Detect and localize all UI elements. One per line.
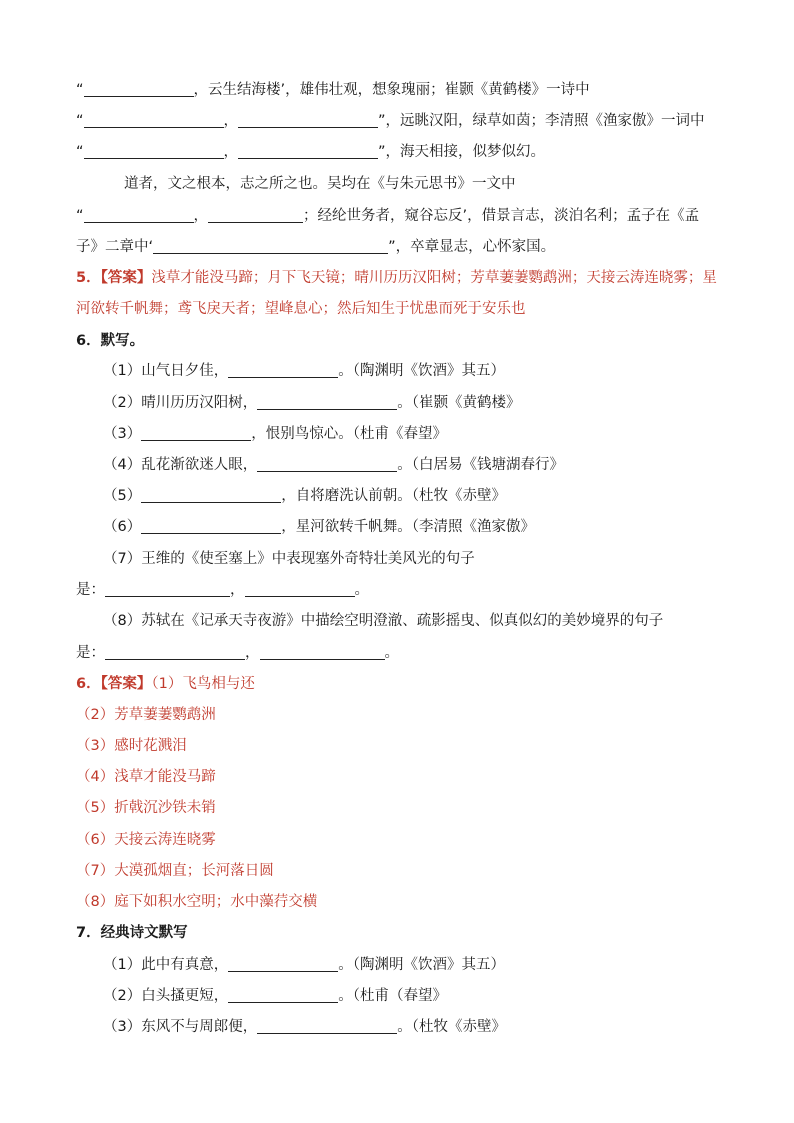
text: （2）白头搔更短，: [103, 988, 229, 1004]
text: 。（杜甫（春望》: [338, 988, 447, 1004]
q6-answer-line-3: [76, 734, 724, 758]
text: ”，卒章显志，心怀家国。: [388, 239, 556, 255]
answer-label: 【答案】: [100, 270, 152, 286]
q6-answer-line-6: [76, 828, 724, 852]
q6-item-4: [103, 453, 724, 477]
answer-text: （7）大漠孤烟直；长河落日圆: [76, 863, 274, 879]
q5-line-6: [76, 235, 724, 259]
text: ，: [245, 645, 260, 661]
q5-line-2: [76, 109, 724, 133]
answer-text: 浅草才能没马蹄；月下飞天镜；晴川历历汉阳树；芳草萋萋鹦鹉洲；天接云涛连晓雾；星: [151, 270, 717, 286]
fill-blank[interactable]: [84, 80, 194, 97]
q6-item-7-answer-line: [76, 578, 724, 602]
q6-item-5: [103, 484, 724, 508]
text: 是：: [76, 645, 105, 661]
fill-blank[interactable]: [228, 955, 338, 972]
text: “: [76, 208, 84, 224]
fill-blank[interactable]: [153, 237, 388, 254]
text: （3）东风不与周郎便，: [103, 1019, 258, 1035]
text: 是：: [76, 582, 105, 598]
text: “: [76, 144, 84, 160]
answer-text: （1）飞鸟相与还: [151, 676, 255, 692]
text: 子》二章中‘: [76, 239, 154, 255]
q5-line-4: [124, 172, 724, 196]
text: ，自将磨洗认前朝。（杜牧《赤壁》: [281, 488, 506, 504]
q6-item-2: [103, 391, 724, 415]
text: 。（陶渊明《饮酒》其五）: [338, 957, 505, 973]
q6-answer-line-7: [76, 859, 724, 883]
question-title: 6．默写。: [76, 333, 145, 349]
q5-line-5: [76, 204, 724, 228]
q6-item-1: [103, 359, 724, 383]
q5-answer-line-1: [76, 266, 724, 290]
text: 。（白居易《钱塘湖春行》: [397, 457, 564, 473]
text: ”，远眺汉阳，绿草如茵；李清照《渔家傲》一词中: [378, 113, 705, 129]
text: 。（杜牧《赤壁》: [397, 1019, 506, 1035]
fill-blank[interactable]: [208, 206, 303, 223]
q5-line-1: [76, 78, 724, 102]
text: “: [76, 113, 84, 129]
q6-item-8: [103, 609, 724, 633]
q5-line-3: [76, 140, 724, 164]
answer-text: （8）庭下如积水空明；水中藻荇交横: [76, 894, 318, 910]
text: 。（崔颢《黄鹤楼》: [397, 395, 521, 411]
answer-text: （4）浅草才能没马蹄: [76, 769, 216, 785]
fill-blank[interactable]: [228, 986, 338, 1003]
q6-title: [76, 329, 724, 353]
q6-answer-line-8: [76, 890, 724, 914]
text: （4）乱花渐欲迷人眼，: [103, 457, 258, 473]
text: ，星河欲转千帆舞。（李清照《渔家傲》: [281, 519, 535, 535]
fill-blank[interactable]: [238, 142, 378, 159]
text: ；经纶世务者，窥谷忘反’，借景言志，淡泊名利；孟子在《孟: [303, 208, 700, 224]
q6-answer-line-5: [76, 796, 724, 820]
q6-answer-line-1: [76, 672, 724, 696]
text: ，: [230, 582, 245, 598]
fill-blank[interactable]: [84, 142, 224, 159]
fill-blank[interactable]: [141, 517, 281, 534]
q7-title: [76, 921, 724, 945]
text: ，云生结海楼’，雄伟壮观，想象瑰丽；崔颢《黄鹤楼》一诗中: [193, 82, 590, 98]
fill-blank[interactable]: [105, 580, 230, 597]
fill-blank[interactable]: [257, 455, 397, 472]
text: 。（陶渊明《饮酒》其五）: [338, 363, 505, 379]
text: ，: [193, 208, 209, 224]
text: 道者，文之根本，志之所之也。吴均在《与朱元思书》一文中: [124, 176, 516, 192]
text: ，: [223, 113, 239, 129]
question-number: 6．: [76, 676, 101, 692]
answer-text: （3）感时花溅泪: [76, 738, 187, 754]
answer-label: 【答案】: [100, 676, 152, 692]
q6-item-6: [103, 515, 724, 539]
text: （7）王维的《使至塞上》中表现塞外奇特壮美风光的句子: [103, 551, 475, 567]
q6-answer-line-4: [76, 765, 724, 789]
fill-blank[interactable]: [257, 1017, 397, 1034]
q5-answer-line-2: [76, 297, 724, 321]
text: （2）晴川历历汉阳树，: [103, 395, 258, 411]
fill-blank[interactable]: [245, 580, 355, 597]
text: （5）: [103, 488, 142, 504]
question-title: 7．经典诗文默写: [76, 925, 188, 941]
q6-item-3: [103, 422, 724, 446]
fill-blank[interactable]: [228, 361, 338, 378]
q7-item-2: [103, 984, 724, 1008]
fill-blank[interactable]: [260, 643, 385, 660]
text: （1）山气日夕佳，: [103, 363, 229, 379]
text: （1）此中有真意，: [103, 957, 229, 973]
text: 。: [384, 645, 399, 661]
fill-blank[interactable]: [84, 206, 194, 223]
text: ，恨别鸟惊心。（杜甫《春望》: [251, 426, 447, 442]
fill-blank[interactable]: [84, 111, 224, 128]
fill-blank[interactable]: [141, 486, 281, 503]
question-number: 5．: [76, 270, 101, 286]
text: ”，海天相接，似梦似幻。: [378, 144, 546, 160]
fill-blank[interactable]: [141, 424, 251, 441]
text: ，: [223, 144, 239, 160]
answer-text: 河欲转千帆舞；鸢飞戾天者；望峰息心；然后知生于忧患而死于安乐也: [76, 301, 526, 317]
q6-item-8-answer-line: [76, 641, 724, 665]
text: （6）: [103, 519, 142, 535]
q6-answer-line-2: [76, 703, 724, 727]
fill-blank[interactable]: [238, 111, 378, 128]
q7-item-3: [103, 1015, 724, 1039]
q7-item-1: [103, 953, 724, 977]
answer-text: （5）折戟沉沙铁未销: [76, 800, 216, 816]
text: “: [76, 82, 84, 98]
text: 。: [354, 582, 369, 598]
text: （3）: [103, 426, 142, 442]
fill-blank[interactable]: [257, 393, 397, 410]
q6-item-7: [103, 547, 724, 571]
text: （8）苏轼在《记承天寺夜游》中描绘空明澄澈、疏影摇曳、似真似幻的美妙境界的句子: [103, 613, 664, 629]
answer-text: （6）天接云涛连晓雾: [76, 832, 216, 848]
answer-text: （2）芳草萋萋鹦鹉洲: [76, 707, 216, 723]
fill-blank[interactable]: [105, 643, 245, 660]
